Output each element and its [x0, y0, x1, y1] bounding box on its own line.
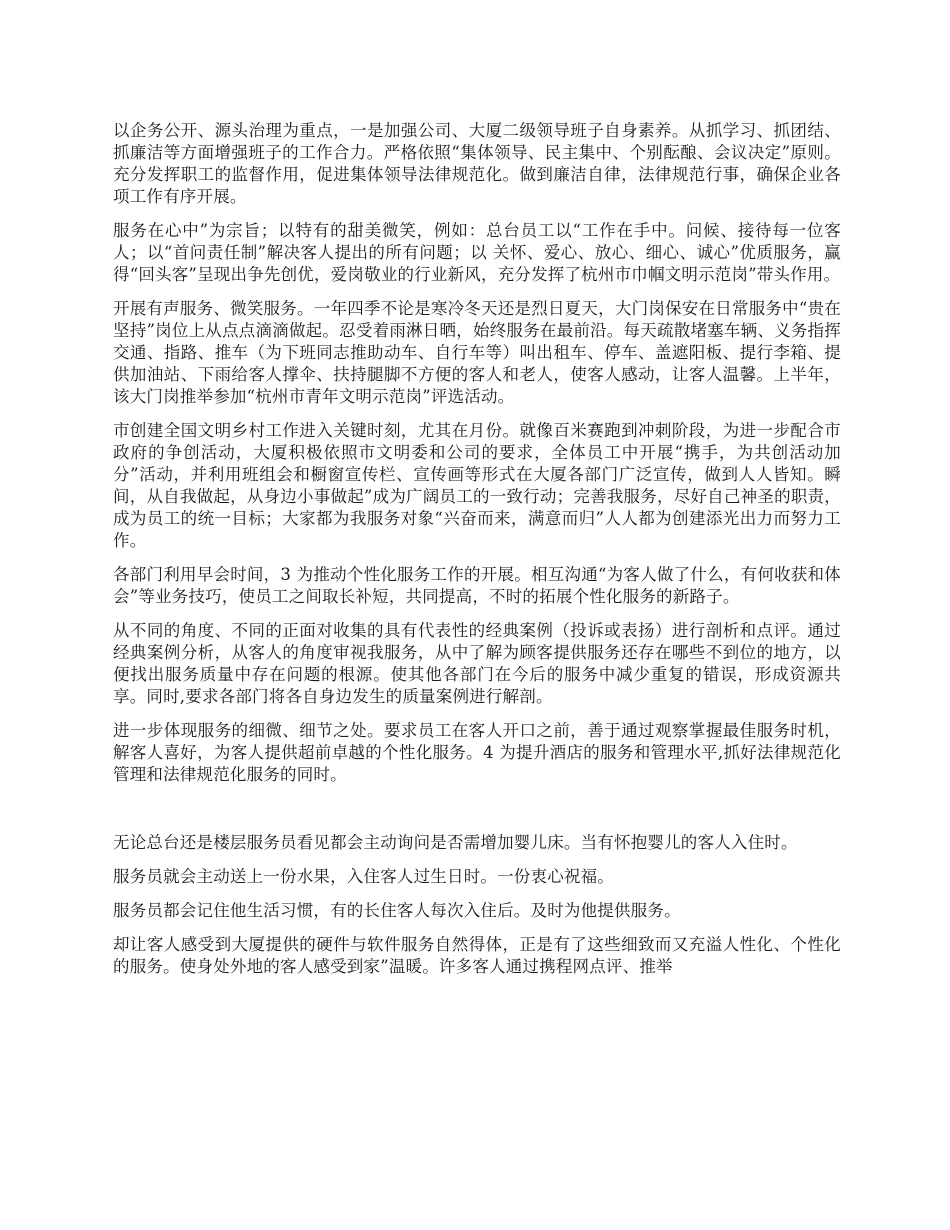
- paragraph: 开展有声服务、微笑服务。一年四季不论是寒冷冬天还是烈日夏天，大门岗保安在日常服务中“贵在坚持”岗位上从点点滴滴做起。忍受着雨淋日晒，始终服务在最前沿。每天疏散堵塞车辆、义务指挥交通、指路、推车（为下班同志推助动车、自行车等）叫出租车、停车、盖遮阳板、提行李箱、提供加油站、下雨给客人撑伞、扶持腿脚不方便的客人和老人，使客人感动，让客人温馨。上半年，该大门岗推举参加“杭州市青年文明示范岗”评选活动。: [113, 299, 841, 406]
- paragraph: 各部门利用早会时间，3 为推动个性化服务工作的开展。相互沟通“为客人做了什么，有何收获和体会”等业务技巧，使员工之间取长补短，共同提高，不时的拓展个性化服务的新路子。: [113, 565, 841, 606]
- paragraph: 无论总台还是楼层服务员看见都会主动询问是否需增加婴儿床。当有怀抱婴儿的客人入住时。: [113, 833, 798, 852]
- paragraph: 市创建全国文明乡村工作进入关键时刻，尤其在月份。就像百米赛跑到冲刺阶段，为进一步配合市政府的争创活动，大厦积极依照市文明委和公司的要求，全体员工中开展“携手，为共创活动加分”活动，并利用班组会和橱窗宣传栏、宣传画等形式在大厦各部门广泛宣传，做到人人皆知。瞬间，从自我做起，从身边小事做起”成为广阔员工的一致行动；完善我服务，尽好自己神圣的职责，成为员工的统一目标；大家都为我服务对象“兴奋而来，满意而归”人人都为创建添光出力而努力工作。: [113, 421, 841, 550]
- paragraph: 从不同的角度、不同的正面对收集的具有代表性的经典案例（投诉或表扬）进行剖析和点评。通过经典案例分析，从客人的角度审视我服务，从中了解为顾客提供服务还存在哪些不到位的地方，以便找出服务质量中存在问题的根源。使其他各部门在今后的服务中减少重复的错误，形成资源共享。同时,要求各部门将各自身边发生的质量案例进行解剖。: [113, 621, 841, 706]
- paragraph: 服务员都会记住他生活习惯，有的长住客人每次入住后。及时为他提供服务。: [113, 901, 681, 920]
- paragraph: 进一步体现服务的细微、细节之处。要求员工在客人开口之前，善于通过观察掌握最佳服务时机，解客人喜好，为客人提供超前卓越的个性化服务。4 为提升酒店的服务和管理水平,抓好法律规范化管理和法律规范化服务的同时。: [113, 721, 841, 784]
- paragraph: 却让客人感受到大厦提供的硬件与软件服务自然得体，正是有了这些细致而又充溢人性化、个性化的服务。使身处外地的客人感受到家”温暖。许多客人通过携程网点评、推举: [113, 935, 841, 976]
- paragraph: 服务在心中”为宗旨；以特有的甜美微笑，例如：总台员工以“工作在手中。问候、接待每一位客人；以“首问责任制”解决客人提出的所有问题；以 关怀、爱心、放心、细心、诚心”优质服务，赢得“回头客”呈现出争先创优，爱岗敬业的行业新风，充分发挥了杭州市巾帼文明示范岗”带头作用。: [113, 221, 841, 284]
- document-body: [113, 120, 841, 990]
- paragraph: 服务员就会主动送上一份水果，入住客人过生日时。一份衷心祝福。: [113, 867, 614, 886]
- paragraph: 以企务公开、源头治理为重点，一是加强公司、大厦二级领导班子自身素养。从抓学习、抓团结、抓廉洁等方面增强班子的工作合力。严格依照“集体领导、民主集中、个别酝酿、会议决定”原则。充分发挥职工的监督作用，促进集体领导法律规范化。做到廉洁自律，法律规范行事，确保企业各项工作有序开展。: [113, 121, 841, 206]
